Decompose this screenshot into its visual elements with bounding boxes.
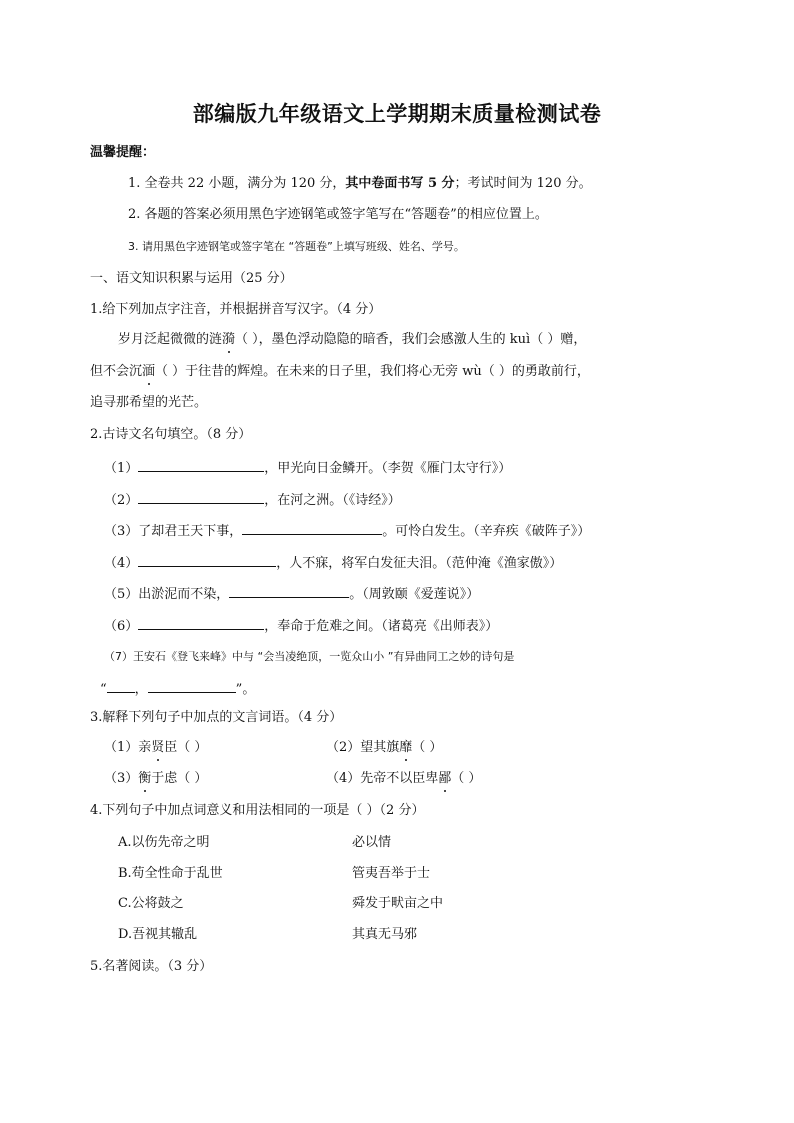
dotted-char: 漪 bbox=[222, 332, 236, 347]
q2-row-2 bbox=[104, 489, 401, 510]
q2-row-3 bbox=[104, 520, 590, 541]
q3-text: （1）亲 bbox=[104, 740, 152, 755]
q2-row-label: （4） bbox=[104, 556, 139, 571]
q3-item-2 bbox=[326, 739, 442, 757]
tip-item-1-bold: 其中卷面书写 5 分 bbox=[345, 176, 455, 191]
q2-row-6 bbox=[104, 615, 498, 636]
q3-text: （ ） bbox=[412, 740, 443, 755]
option-a-right: 必以情 bbox=[352, 835, 392, 850]
q2-row-label: （6） bbox=[104, 619, 139, 634]
tip-item-1-text-c: ；考试时间为 120 分。 bbox=[454, 176, 592, 191]
question-1-heading: 1.给下列加点字注音，并根据拼音写汉字。（4 分） bbox=[90, 302, 382, 317]
answer-blank[interactable] bbox=[229, 583, 349, 598]
question-4-heading: 4.下列句子中加点词意义和用法相同的一项是（ ）（2 分） bbox=[90, 803, 425, 818]
q2-row-1 bbox=[104, 457, 511, 478]
q2-row-text: 。（周敦颐《爱莲说》） bbox=[349, 587, 480, 602]
tip-item-1-text-a: 1. 全卷共 22 小题，满分为 120 分， bbox=[128, 176, 346, 191]
q3-text: （2）望其旗 bbox=[326, 740, 400, 755]
dotted-char: 衡 bbox=[138, 771, 152, 786]
dotted-char: 贤 bbox=[151, 740, 165, 755]
dotted-char: 鄙 bbox=[438, 771, 452, 786]
question-1-line-2 bbox=[90, 363, 590, 381]
option-c-left: C.公将鼓之 bbox=[118, 896, 184, 911]
option-d-right: 其真无马邪 bbox=[352, 927, 418, 942]
q1-text: 但不会沉 bbox=[90, 364, 143, 379]
q3-text: （4）先帝不以臣卑 bbox=[326, 771, 439, 786]
answer-blank[interactable] bbox=[138, 457, 264, 472]
answer-blank[interactable] bbox=[148, 678, 236, 693]
q3-text: 臣（ ） bbox=[164, 740, 208, 755]
option-b-right: 管夷吾举于士 bbox=[352, 866, 431, 881]
dotted-char: 靡 bbox=[399, 740, 413, 755]
answer-blank[interactable] bbox=[242, 520, 382, 535]
answer-blank[interactable] bbox=[138, 615, 264, 630]
q2-row-label: （2） bbox=[104, 493, 139, 508]
q3-item-1 bbox=[104, 739, 207, 757]
quote-mark: “ bbox=[100, 682, 107, 697]
comma: ， bbox=[134, 682, 148, 697]
section-heading: 一、语文知识积累与运用（25 分） bbox=[90, 271, 293, 286]
tip-item-2: 2. 各题的答案必须用黑色字迹钢笔或签字笔写在“答题卷”的相应位置上。 bbox=[128, 207, 548, 222]
q2-row-5 bbox=[104, 583, 479, 604]
question-1-line-3: 追寻那希望的光芒。 bbox=[90, 395, 208, 410]
question-3-heading: 3.解释下列句子中加点的文言词语。（4 分） bbox=[90, 710, 343, 725]
q2-row-label: （3）了却君王天下事， bbox=[104, 524, 243, 539]
q2-row-4 bbox=[104, 552, 562, 573]
quote-mark: ”。 bbox=[235, 682, 256, 697]
option-b-left: B.苟全性命于乱世 bbox=[118, 866, 223, 881]
q3-item-3 bbox=[104, 770, 207, 788]
q1-text: （ ），墨色浮动隐隐的暗香，我们会感激人生的 kuì（ ）赠， bbox=[235, 332, 587, 347]
q2-row-label: （5）出淤泥而不染， bbox=[104, 587, 230, 602]
option-d-left: D.吾视其辙乱 bbox=[118, 927, 198, 942]
tip-item-3: 3. 请用黑色字迹钢笔或签字笔在 “答题卷”上填写班级、姓名、学号。 bbox=[128, 240, 465, 253]
q1-text: （ ）于往昔的辉煌。在未来的日子里，我们将心无旁 wù（ ）的勇敢前行， bbox=[155, 364, 590, 379]
q3-text: 于虑（ ） bbox=[151, 771, 208, 786]
q2-row-label: （1） bbox=[104, 461, 139, 476]
tip-item-1 bbox=[128, 175, 592, 193]
q2-row-text: 。可怜白发生。（辛弃疾《破阵子》） bbox=[382, 524, 591, 539]
q2-row-7-blanks bbox=[100, 678, 255, 699]
q3-text: （3） bbox=[104, 771, 139, 786]
question-2-heading: 2.古诗文名句填空。（8 分） bbox=[90, 427, 252, 442]
page-title: 部编版九年级语文上学期期末质量检测试卷 bbox=[192, 102, 602, 126]
option-a-left: A.以伤先帝之明 bbox=[118, 835, 210, 850]
answer-blank[interactable] bbox=[107, 678, 135, 693]
question-1-line-1 bbox=[118, 331, 586, 349]
q2-row-text: ，奉命于危难之间。（诸葛亮《出师表》） bbox=[264, 619, 499, 634]
option-c-right: 舜发于畎亩之中 bbox=[352, 896, 444, 911]
answer-blank[interactable] bbox=[138, 489, 264, 504]
q3-text: （ ） bbox=[451, 771, 482, 786]
q1-text: 岁月泛起微微的涟 bbox=[118, 332, 223, 347]
dotted-char: 湎 bbox=[142, 364, 156, 379]
q2-row-text: ，人不寐，将军白发征夫泪。（范仲淹《渔家傲》） bbox=[276, 556, 563, 571]
q2-row-text: ，甲光向日金鳞开。（李贺《雁门太守行》） bbox=[264, 461, 512, 476]
q2-row-text: ，在河之洲。（《诗经》） bbox=[264, 493, 401, 508]
q3-item-4 bbox=[326, 770, 481, 788]
answer-blank[interactable] bbox=[138, 552, 276, 567]
tips-heading: 温馨提醒： bbox=[90, 145, 156, 160]
q2-row-7: （7）王安石《登飞来峰》中与 “会当凌绝顶，一览众山小 ”有异曲同工之妙的诗句是 bbox=[104, 650, 515, 663]
question-5-heading: 5.名著阅读。（3 分） bbox=[90, 959, 213, 974]
